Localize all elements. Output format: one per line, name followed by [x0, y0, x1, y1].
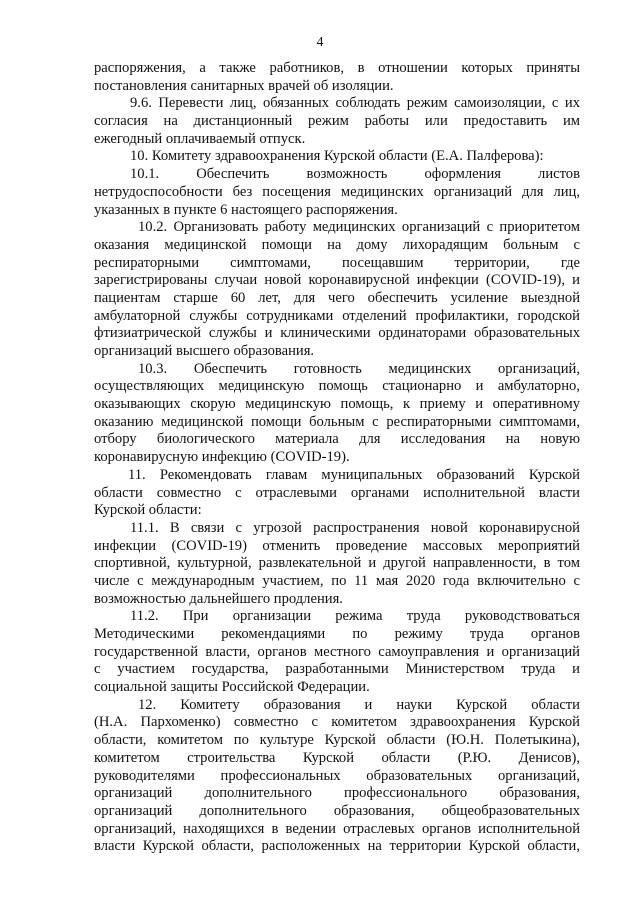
text-line: государственной власти, органов местного самоуправления и организаций	[94, 643, 580, 660]
text-line: распоряжения, а также работников, в отношении которых приняты	[94, 60, 580, 76]
text-line: постановления санитарных врачей об изоляции.	[94, 77, 394, 94]
text-line: оказания медицинской помощи на дому лихорадящим больным с	[94, 236, 580, 253]
text-line: оказанию медицинской помощи больным с респираторными симптомами,	[94, 413, 580, 430]
text-line: отбору биологического материала для исследования на новую	[94, 431, 580, 448]
text-line: 10. Комитету здравоохранения Курской области (Е.А. Палферова):	[130, 148, 544, 165]
text-line: власти Курской области, расположенных на территории Курской области,	[94, 838, 580, 855]
text-line: осуществляющих медицинскую помощь стационарно и амбулаторно,	[94, 378, 580, 395]
text-line: согласия на дистанционный режим работы или предоставить им	[94, 113, 580, 130]
text-line: 10.3. Обеспечить готовность медицинских организаций,	[138, 360, 580, 377]
text-line: Методическими рекомендациями по режиму труда органов	[94, 626, 580, 642]
text-line: с участием государства, разработанными Министерством труда и	[94, 661, 580, 678]
text-line: организаций, находящихся в ведении отраслевых органов исполнительной	[94, 820, 580, 837]
text-line: зарегистрированы случаи новой коронавирусной инфекции (COVID-19), и	[94, 272, 580, 289]
text-line: (Н.А. Пархоменко) совместно с комитетом здравоохранения Курской	[94, 714, 580, 731]
text-line: амбулаторной службы сотрудниками отделений профилактики, городской	[94, 307, 580, 324]
text-line: оказывающих скорую медицинскую помощь, к приему и оперативному	[94, 396, 580, 413]
text-line: коронавирусную инфекцию (COVID-19).	[94, 449, 350, 466]
text-line: ежегодный оплачиваемый отпуск.	[94, 130, 306, 147]
text-line: организаций дополнительного профессионального образования,	[94, 785, 580, 802]
text-line: пациентам старше 60 лет, для чего обеспечить усиление выездной	[94, 289, 580, 306]
text-line: Курской области:	[94, 502, 202, 519]
document-body	[94, 60, 580, 856]
text-line: социальной защиты Российской Федерации.	[94, 679, 370, 696]
text-line: 10.1. Обеспечить возможность оформления листов	[130, 166, 580, 183]
text-line: организаций высшего образования.	[94, 343, 315, 359]
text-line: 9.6. Перевести лиц, обязанных соблюдать режим самоизоляции, с их	[130, 95, 580, 112]
text-line: руководителями профессиональных образовательных организаций,	[94, 767, 580, 784]
text-line: числе с международным участием, по 11 мая 2020 года включительно с	[94, 572, 580, 589]
text-line: области, комитетом по культуре Курской области (Ю.Н. Полетыкина),	[94, 732, 580, 749]
text-line: возможностью дальнейшего продления.	[94, 590, 343, 607]
text-line: респираторными симптомами, посещавшим территории, где	[94, 254, 580, 271]
text-line: 11.2. При организации режима труда руководствоваться	[130, 608, 580, 625]
text-line: 10.2. Организовать работу медицинских организаций с приоритетом	[138, 219, 580, 236]
page-number: 4	[316, 35, 324, 50]
text-line: указанных в пункте 6 настоящего распоряжения.	[94, 201, 398, 218]
text-line: 11.1. В связи с угрозой распространения новой коронавирусной	[130, 519, 580, 536]
text-line: комитетом строительства Курской области (Р.Ю. Денисов),	[94, 749, 580, 766]
text-line: области совместно с отраслевыми органами исполнительной власти	[94, 484, 580, 501]
text-line: спортивной, культурной, развлекательной и другой направленности, в том	[94, 555, 580, 572]
text-line: фтизиатрической службы и клиническими ординаторами образовательных	[94, 325, 580, 342]
text-line: 12. Комитету образования и науки Курской области	[138, 696, 580, 713]
text-line: 11. Рекомендовать главам муниципальных образований Курской	[128, 466, 580, 483]
text-line: нетрудоспособности без посещения медицинских организаций для лиц,	[94, 183, 580, 200]
text-line: инфекции (COVID-19) отменить проведение массовых мероприятий	[94, 537, 580, 554]
text-line: организаций дополнительного образования, общеобразовательных	[94, 802, 580, 819]
